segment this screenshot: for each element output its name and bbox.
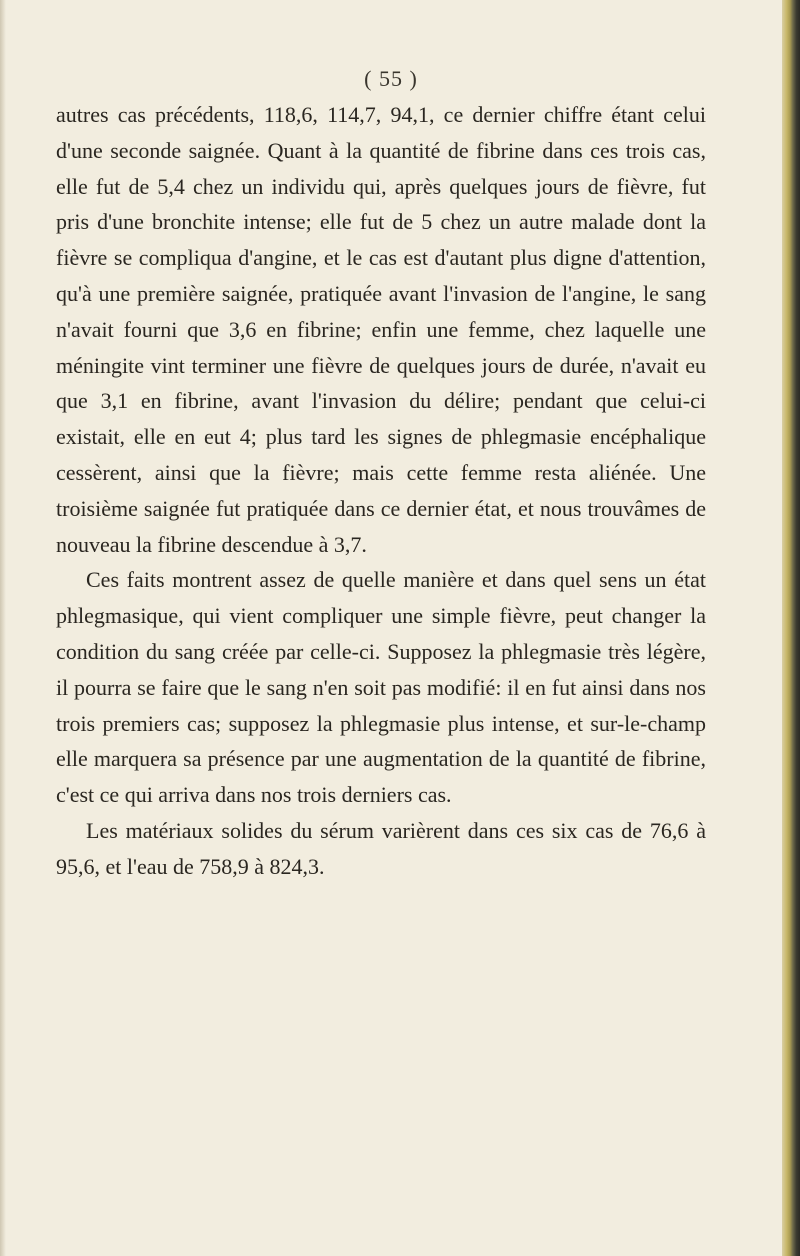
paragraph-continuation: autres cas précédents, 118,6, 114,7, 94,1, ce dernier chiffre étant celui d'une seconde saignée. Quant à la quantité de fibrine dans ces trois cas, elle fut de 5,4 chez un individu qui, après quelques jours de fièvre, fut pris d'une bronchite intense; elle fut de 5 chez un autre malade dont la fièvre se compliqua d'angine, et le cas est d'autant plus digne d'attention, qu'à une première saignée, pratiquée avant l'invasion de l'angine, le sang n'avait fourni que 3,6 en fibrine; enfin une femme, chez laquelle une méningite vint terminer une fièvre de quelques jours de durée, n'avait eu que 3,1 en fibrine, avant l'invasion du délire; pendant que celui-ci existait, elle en eut 4; plus tard les signes de phlegmasie encéphalique cessèrent, ainsi que la fièvre; mais cette femme resta aliénée. Une troisième saignée fut pratiquée dans ce dernier état, et nous trouvâmes de nouveau la fibrine descendue à 3,7. bbox=[56, 102, 706, 557]
paragraph-materiaux: Les matériaux solides du sérum varièrent dans ces six cas de 76,6 à 95,6, et l'eau de 758,9 à 824,3. bbox=[56, 817, 706, 879]
book-spine-edge bbox=[782, 0, 800, 1256]
page-left-edge bbox=[0, 0, 6, 1256]
page-number: ( 55 ) bbox=[364, 66, 418, 91]
paragraph-ces-faits: Ces faits montrent assez de quelle manière et dans quel sens un état phlegmasique, qui vient compliquer une simple fièvre, peut changer la condition du sang créée par celle-ci. Supposez la phlegmasie très légère, il pourra se faire que le sang n'en soit pas modifié: il en fut ainsi dans nos trois premiers cas; supposez la phlegmasie plus intense, et sur-le-champ elle marquera sa présence par une augmentation de la quantité de fibrine, c'est ce qui arriva dans nos trois derniers cas. bbox=[56, 567, 706, 808]
body-text bbox=[56, 97, 706, 885]
